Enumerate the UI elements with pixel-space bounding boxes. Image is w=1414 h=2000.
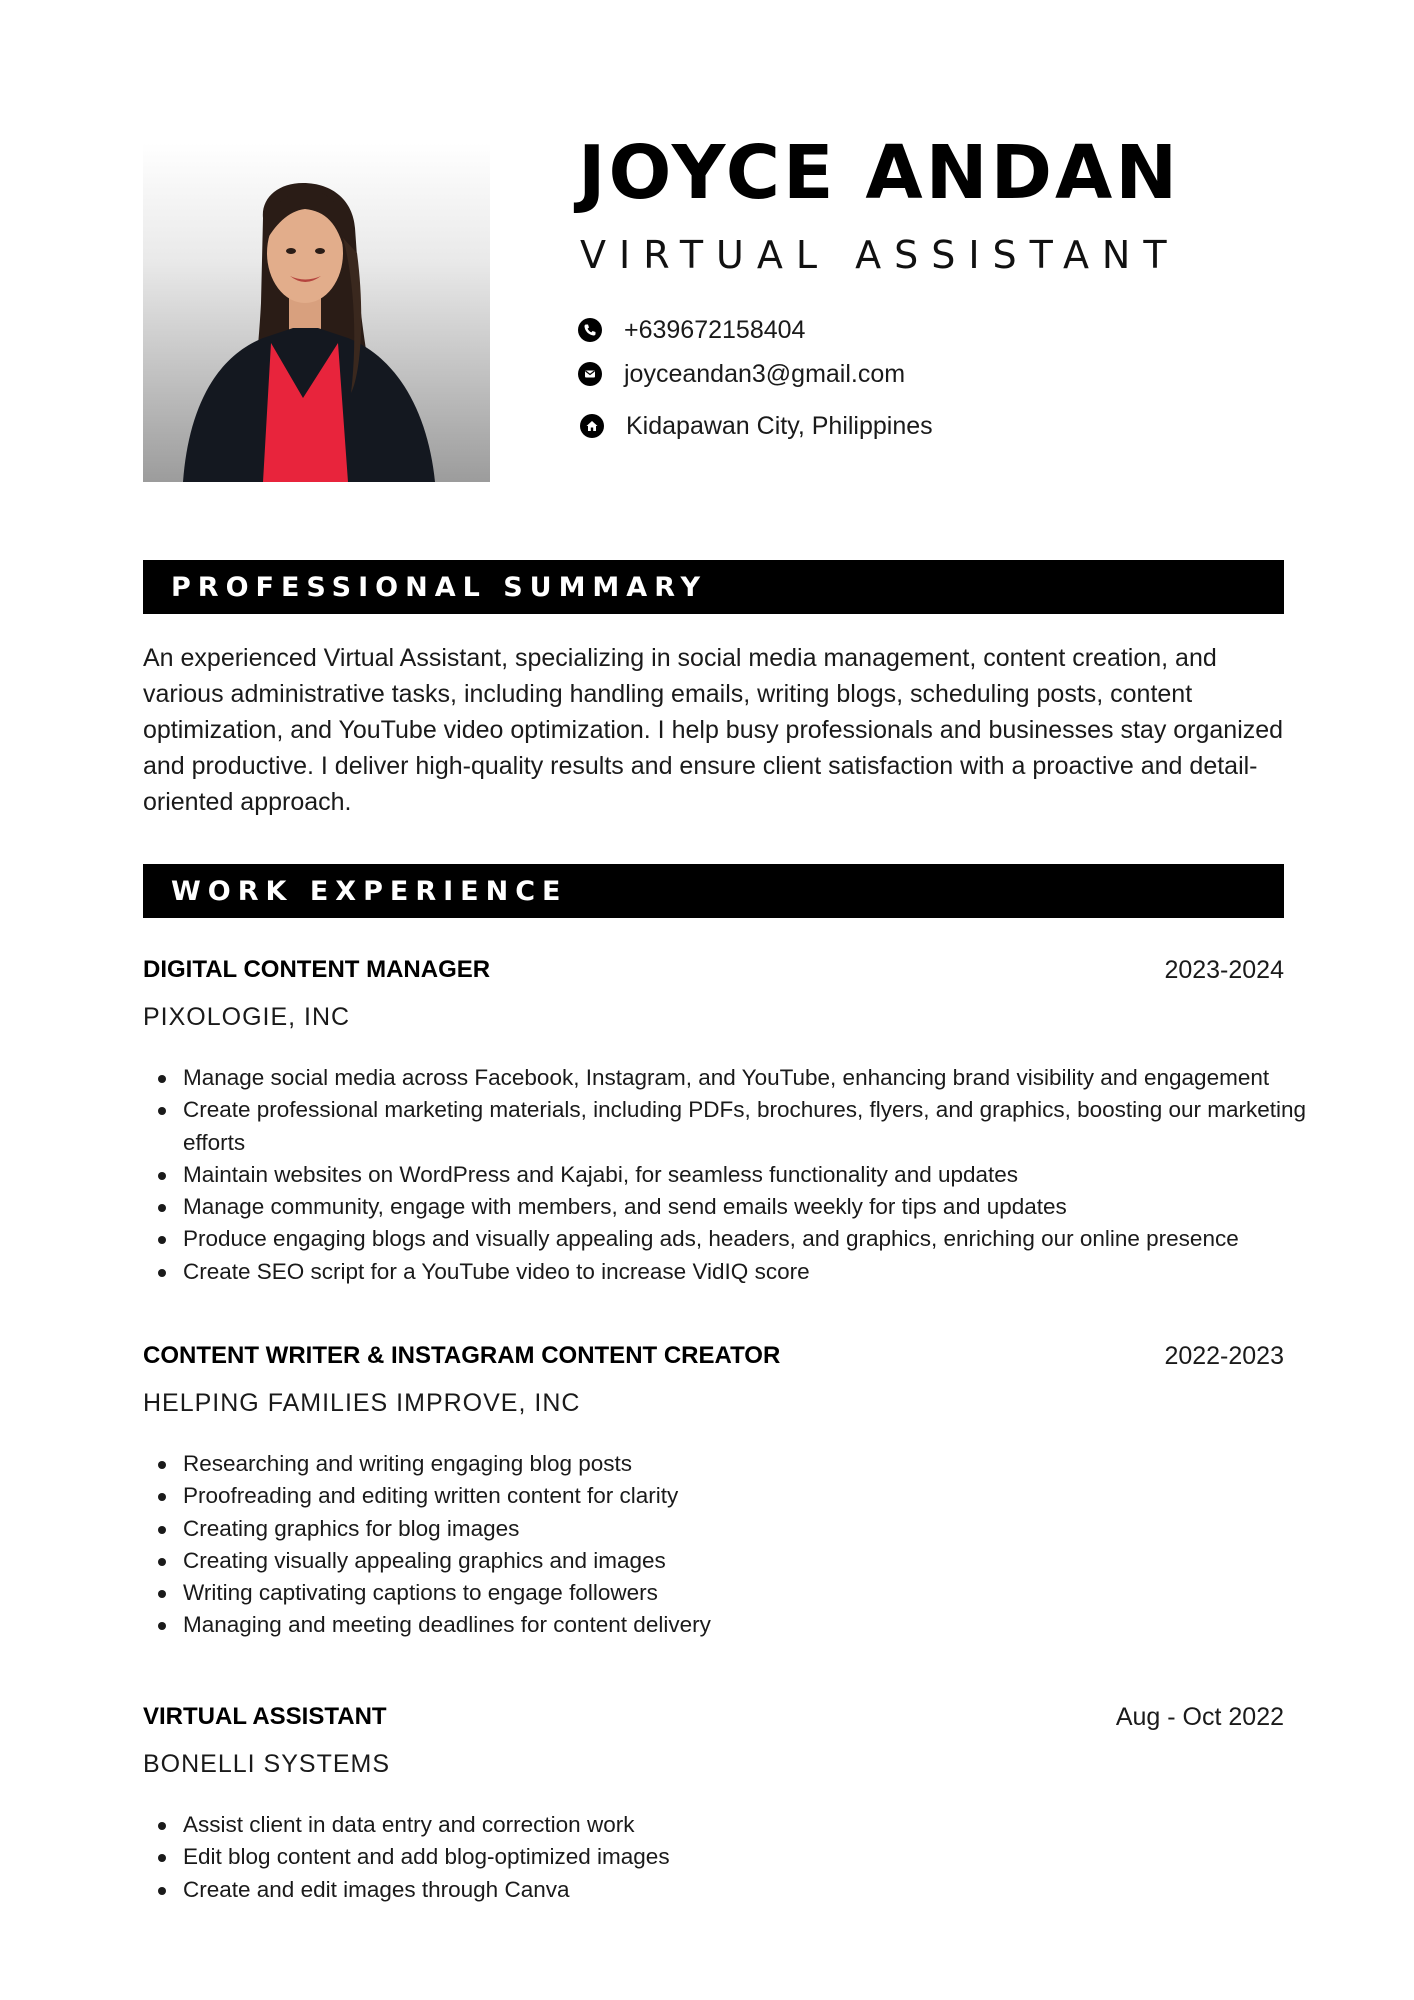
job-bullet: Maintain websites on WordPress and Kajabi, for seamless functionality and updates	[183, 1159, 1324, 1191]
job-bullet: Edit blog content and add blog-optimized images	[183, 1841, 1324, 1873]
job-dates: Aug - Oct 2022	[1115, 1703, 1284, 1731]
job-company: HELPING FAMILIES IMPROVE, INC	[143, 1389, 581, 1417]
job-company: BONELLI SYSTEMS	[143, 1750, 391, 1778]
experience-heading: WORK EXPERIENCE	[171, 875, 568, 907]
phone-icon	[578, 318, 602, 342]
candidate-name: JOYCE ANDAN	[578, 130, 1181, 216]
job-bullet: Creating graphics for blog images	[183, 1513, 1324, 1545]
email-icon	[578, 362, 602, 386]
job-bullet: Create and edit images through Canva	[183, 1874, 1324, 1906]
job-bullet: Create professional marketing materials, including PDFs, brochures, flyers, and graphics, boosting our marketing efforts	[183, 1094, 1324, 1159]
home-icon	[580, 414, 604, 438]
job-bullet: Assist client in data entry and correction work	[183, 1809, 1324, 1841]
contact-email[interactable]	[578, 358, 905, 390]
job-bullet: Researching and writing engaging blog posts	[183, 1448, 1324, 1480]
contact-phone	[578, 314, 805, 346]
summary-heading-bar	[143, 560, 1284, 614]
job-bullet: Manage community, engage with members, and send emails weekly for tips and updates	[183, 1191, 1324, 1223]
job-dates: 2022-2023	[1164, 1342, 1284, 1370]
profile-photo-illustration	[143, 143, 490, 482]
summary-text: An experienced Virtual Assistant, specializing in social media management, content creation, and various administrative tasks, including handling emails, writing blogs, scheduling posts, content optimization, and YouTube video optimization. I help busy professionals and businesses stay organized and productive. I deliver high-quality results and ensure client satisfaction with a proactive and detail-oriented approach.	[143, 644, 1284, 816]
job-bullet-list	[143, 1809, 1324, 1906]
candidate-role: VIRTUAL ASSISTANT	[580, 233, 1180, 277]
job-title: DIGITAL CONTENT MANAGER	[143, 956, 491, 983]
job-bullet-list	[143, 1062, 1324, 1288]
job-bullet: Produce engaging blogs and visually appealing ads, headers, and graphics, enriching our online presence	[183, 1223, 1324, 1255]
job-bullet: Managing and meeting deadlines for content delivery	[183, 1609, 1324, 1641]
location-text: Kidapawan City, Philippines	[626, 411, 933, 440]
contact-location	[580, 410, 933, 442]
job-company: PIXOLOGIE, INC	[143, 1003, 351, 1031]
profile-photo	[143, 143, 490, 482]
experience-heading-bar	[143, 864, 1284, 918]
job-bullet: Create SEO script for a YouTube video to increase VidIQ score	[183, 1256, 1324, 1288]
job-dates: 2023-2024	[1164, 956, 1284, 984]
phone-number: +639672158404	[624, 315, 806, 344]
job-title: VIRTUAL ASSISTANT	[143, 1703, 387, 1730]
job-bullet: Writing captivating captions to engage followers	[183, 1577, 1324, 1609]
job-bullet-list	[143, 1448, 1324, 1642]
job-bullet: Proofreading and editing written content for clarity	[183, 1480, 1324, 1512]
job-title: CONTENT WRITER & INSTAGRAM CONTENT CREATOR	[143, 1342, 781, 1369]
job-bullet: Manage social media across Facebook, Instagram, and YouTube, enhancing brand visibility and engagement	[183, 1062, 1324, 1094]
email-address[interactable]: joyceandan3@gmail.com	[624, 359, 906, 388]
job-bullet: Creating visually appealing graphics and images	[183, 1545, 1324, 1577]
summary-heading: PROFESSIONAL SUMMARY	[171, 571, 708, 603]
